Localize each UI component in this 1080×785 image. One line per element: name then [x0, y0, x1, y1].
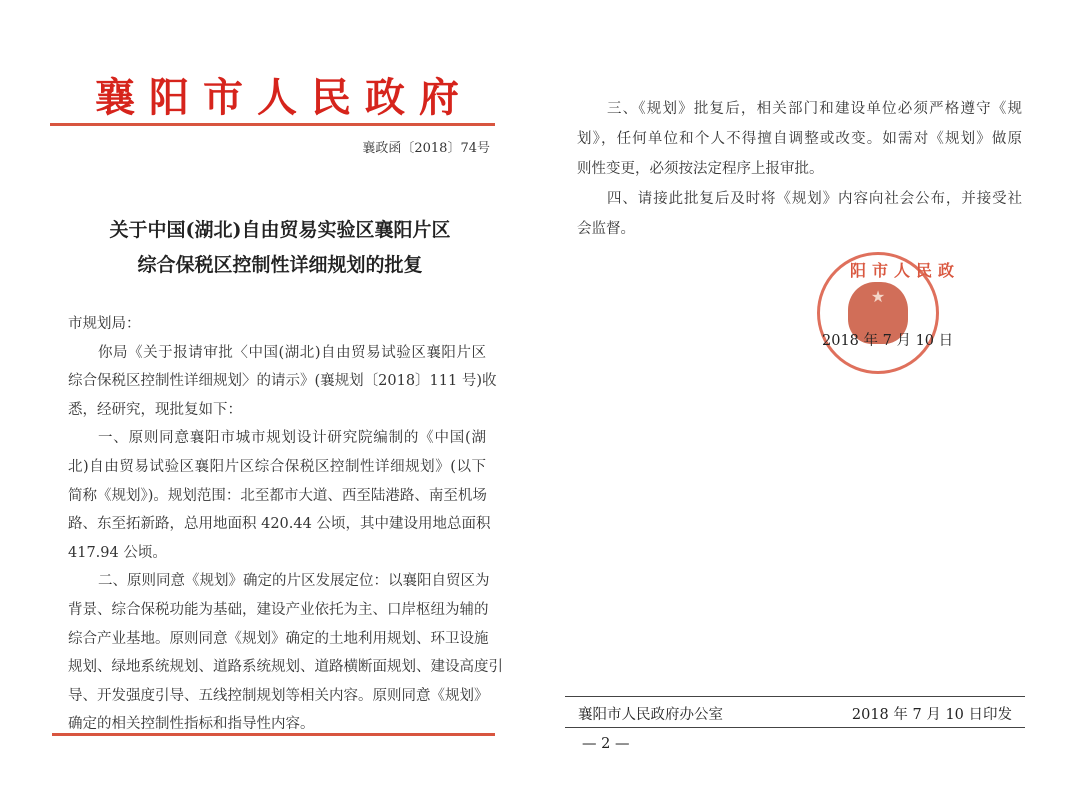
body-line: 简称《规划》)。规划范围：北至都市大道、西至陆港路、南至机场: [68, 487, 487, 504]
page-number: — 2 —: [582, 736, 630, 752]
body-line: 综合保税区控制性详细规划〉的请示》(襄规划〔2018〕111 号)收: [68, 373, 497, 390]
issuer-header: 襄阳市人民政府: [95, 74, 473, 121]
body-line: 则性变更，必须按法定程序上报审批。: [577, 161, 824, 177]
document-number: 襄政函〔2018〕74号: [362, 141, 490, 156]
body-line: 一、原则同意襄阳市城市规划设计研究院编制的《中国(湖: [98, 430, 486, 447]
body-line: 综合产业基地。原则同意《规划》确定的土地利用规划、环卫设施: [68, 630, 489, 647]
body-line: 四、请接此批复后及时将《规划》内容向社会公布，并接受社: [607, 191, 1022, 207]
seal-text: 阳市人民政: [850, 261, 961, 280]
body-line: 会监督。: [577, 221, 635, 237]
body-line: 导、开发强度引导、五线控制规划等相关内容。原则同意《规划》: [68, 687, 489, 704]
body-line: 划》，任何单位和个人不得擅自调整或改变。如需对《规划》做原: [577, 131, 1022, 147]
header-red-rule: [50, 123, 495, 126]
footer-org: 襄阳市人民政府办公室: [578, 707, 723, 723]
body-line: 路、东至拓新路，总用地面积 420.44 公顷，其中建设用地总面积: [68, 516, 491, 533]
body-line: 北)自由贸易试验区襄阳片区综合保税区控制性详细规划》(以下: [68, 459, 486, 475]
body-line: 背景、综合保税功能为基础，建设产业依托为主、口岸枢纽为辅的: [68, 602, 489, 618]
body-line: 三、《规划》批复后，相关部门和建设单位必须严格遵守《规: [607, 101, 1022, 117]
footer-red-rule: [52, 733, 495, 736]
body-line: 二、原则同意《规划》确定的片区发展定位：以襄阳自贸区为: [98, 573, 490, 590]
footer-print-date: 2018 年 7 月 10 日印发: [851, 707, 1012, 723]
sign-date: 2018 年 7 月 10 日: [822, 333, 954, 349]
body-line: 悉，经研究，现批复如下：: [68, 401, 242, 418]
document-title-line-1: 关于中国(湖北)自由贸易实验区襄阳片区: [109, 219, 451, 241]
national-emblem-icon: ★: [848, 282, 908, 344]
body-line: 规划、绿地系统规划、道路系统规划、道路横断面规划、建设高度引: [68, 659, 503, 676]
body-line: 确定的相关控制性指标和指导性内容。: [68, 716, 315, 733]
document-title-line-2: 综合保税区控制性详细规划的批复: [137, 254, 423, 276]
footer-rule-bottom: [565, 727, 1025, 728]
footer-rule-top: [565, 696, 1025, 697]
body-line: 417.94 公顷。: [68, 544, 167, 561]
body-line: 市规划局：: [68, 316, 141, 332]
body-line: 你局《关于报请审批〈中国(湖北)自由贸易试验区襄阳片区: [98, 344, 486, 361]
